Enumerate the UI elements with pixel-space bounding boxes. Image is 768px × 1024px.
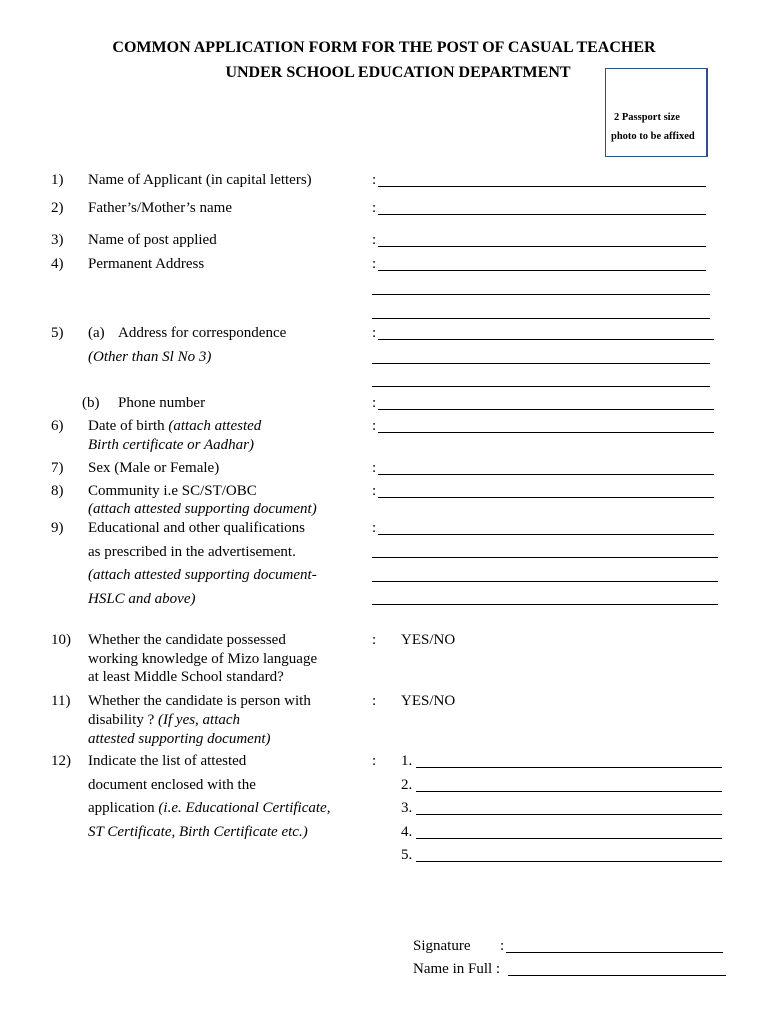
item-number: 2) bbox=[51, 200, 64, 216]
field-separator: : bbox=[372, 418, 377, 434]
documents-text: application bbox=[88, 800, 159, 816]
passport-photo-box bbox=[605, 68, 708, 157]
field-separator: : bbox=[372, 460, 377, 476]
photo-box-text-1: 2 Passport size bbox=[614, 112, 680, 123]
field-separator: : bbox=[372, 325, 377, 341]
document-list-number: 3. bbox=[401, 800, 413, 816]
post-applied-field[interactable] bbox=[378, 246, 706, 247]
document-list-field-4[interactable] bbox=[416, 838, 722, 839]
name-in-full-label: Name in Full : bbox=[413, 961, 501, 977]
date-of-birth-label bbox=[88, 418, 261, 435]
correspondence-address-field-2[interactable] bbox=[372, 363, 710, 364]
field-separator: : bbox=[372, 395, 377, 411]
qualifications-field-4[interactable] bbox=[372, 604, 718, 605]
date-of-birth-note-2: Birth certificate or Aadhar) bbox=[88, 437, 254, 453]
permanent-address-field-2[interactable] bbox=[372, 294, 710, 295]
phone-number-label: Phone number bbox=[118, 395, 206, 411]
item-number: 12) bbox=[51, 753, 71, 769]
sub-item-b: (b) bbox=[82, 395, 100, 411]
date-of-birth-field[interactable] bbox=[378, 432, 714, 433]
correspondence-address-field-3[interactable] bbox=[372, 386, 710, 387]
sex-label: Sex (Male or Female) bbox=[88, 460, 220, 476]
item-number: 4) bbox=[51, 256, 64, 272]
field-separator: : bbox=[372, 172, 377, 188]
date-of-birth-note: (attach attested bbox=[168, 418, 262, 434]
item-number: 3) bbox=[51, 232, 64, 248]
field-separator: : bbox=[372, 200, 377, 216]
field-separator: : bbox=[372, 693, 377, 709]
disability-label-1: Whether the candidate is person with bbox=[88, 693, 311, 709]
qualifications-note-2: HSLC and above) bbox=[88, 591, 196, 607]
item-number: 7) bbox=[51, 460, 64, 476]
document-list-number: 1. bbox=[401, 753, 413, 769]
sub-item-a: (a) bbox=[88, 325, 105, 341]
document-list-field-3[interactable] bbox=[416, 814, 722, 815]
correspondence-address-note: (Other than Sl No 3) bbox=[88, 349, 212, 365]
item-number: 10) bbox=[51, 632, 71, 648]
field-separator: : bbox=[372, 483, 377, 499]
post-applied-label: Name of post applied bbox=[88, 232, 217, 248]
community-note: (attach attested supporting document) bbox=[88, 501, 317, 517]
field-separator: : bbox=[372, 232, 377, 248]
documents-note-2: ST Certificate, Birth Certificate etc.) bbox=[88, 824, 308, 840]
qualifications-note-1: (attach attested supporting document- bbox=[88, 567, 317, 583]
mizo-language-answer[interactable]: YES/NO bbox=[401, 632, 456, 648]
documents-label-2: document enclosed with the bbox=[88, 777, 256, 793]
item-number: 5) bbox=[51, 325, 64, 341]
qualifications-label-1: Educational and other qualifications bbox=[88, 520, 306, 536]
document-list-field-1[interactable] bbox=[416, 767, 722, 768]
field-separator: : bbox=[372, 632, 377, 648]
mizo-language-label-3: at least Middle School standard? bbox=[88, 669, 284, 685]
qualifications-field-3[interactable] bbox=[372, 581, 718, 582]
item-number: 6) bbox=[51, 418, 64, 434]
field-separator: : bbox=[372, 753, 377, 769]
mizo-language-label-2: working knowledge of Mizo language bbox=[88, 651, 318, 667]
signature-label: Signature bbox=[413, 938, 471, 954]
document-list-field-2[interactable] bbox=[416, 791, 722, 792]
permanent-address-field-1[interactable] bbox=[378, 270, 706, 271]
permanent-address-label: Permanent Address bbox=[88, 256, 205, 272]
date-of-birth-text: Date of birth bbox=[88, 418, 169, 434]
form-title-line2: UNDER SCHOOL EDUCATION DEPARTMENT bbox=[225, 64, 571, 81]
field-separator: : bbox=[500, 938, 505, 954]
disability-text: disability ? bbox=[88, 712, 158, 728]
qualifications-field-2[interactable] bbox=[372, 557, 718, 558]
disability-answer[interactable]: YES/NO bbox=[401, 693, 456, 709]
permanent-address-field-3[interactable] bbox=[372, 318, 710, 319]
item-number: 9) bbox=[51, 520, 64, 536]
community-label: Community i.e SC/ST/OBC bbox=[88, 483, 257, 499]
phone-number-field[interactable] bbox=[378, 409, 714, 410]
form-title-line1: COMMON APPLICATION FORM FOR THE POST OF CASUAL TEACHER bbox=[112, 39, 656, 56]
name-of-applicant-label: Name of Applicant (in capital letters) bbox=[88, 172, 312, 188]
field-separator: : bbox=[372, 256, 377, 272]
document-list-number: 5. bbox=[401, 847, 413, 863]
documents-note-1: (i.e. Educational Certificate, bbox=[158, 800, 331, 816]
correspondence-address-field-1[interactable] bbox=[378, 339, 714, 340]
field-separator: : bbox=[372, 520, 377, 536]
document-list-field-5[interactable] bbox=[416, 861, 722, 862]
item-number: 11) bbox=[51, 693, 71, 709]
qualifications-field-1[interactable] bbox=[378, 534, 714, 535]
sex-field[interactable] bbox=[378, 474, 714, 475]
qualifications-label-2: as prescribed in the advertisement. bbox=[88, 544, 296, 560]
documents-label-3 bbox=[88, 800, 330, 817]
signature-field[interactable] bbox=[506, 952, 723, 953]
mizo-language-label-1: Whether the candidate possessed bbox=[88, 632, 286, 648]
parent-name-label: Father’s/Mother’s name bbox=[88, 200, 233, 216]
item-number: 1) bbox=[51, 172, 64, 188]
photo-box-text-2: photo to be affixed bbox=[611, 131, 695, 142]
document-list-number: 2. bbox=[401, 777, 413, 793]
name-in-full-field[interactable] bbox=[508, 975, 726, 976]
disability-note-2: attested supporting document) bbox=[88, 731, 271, 747]
item-number: 8) bbox=[51, 483, 64, 499]
documents-label-1: Indicate the list of attested bbox=[88, 753, 247, 769]
disability-label-2 bbox=[88, 712, 240, 729]
disability-note-1: (If yes, attach bbox=[158, 712, 241, 728]
name-of-applicant-field[interactable] bbox=[378, 186, 706, 187]
parent-name-field[interactable] bbox=[378, 214, 706, 215]
document-list-number: 4. bbox=[401, 824, 413, 840]
correspondence-address-label: Address for correspondence bbox=[118, 325, 287, 341]
community-field[interactable] bbox=[378, 497, 714, 498]
